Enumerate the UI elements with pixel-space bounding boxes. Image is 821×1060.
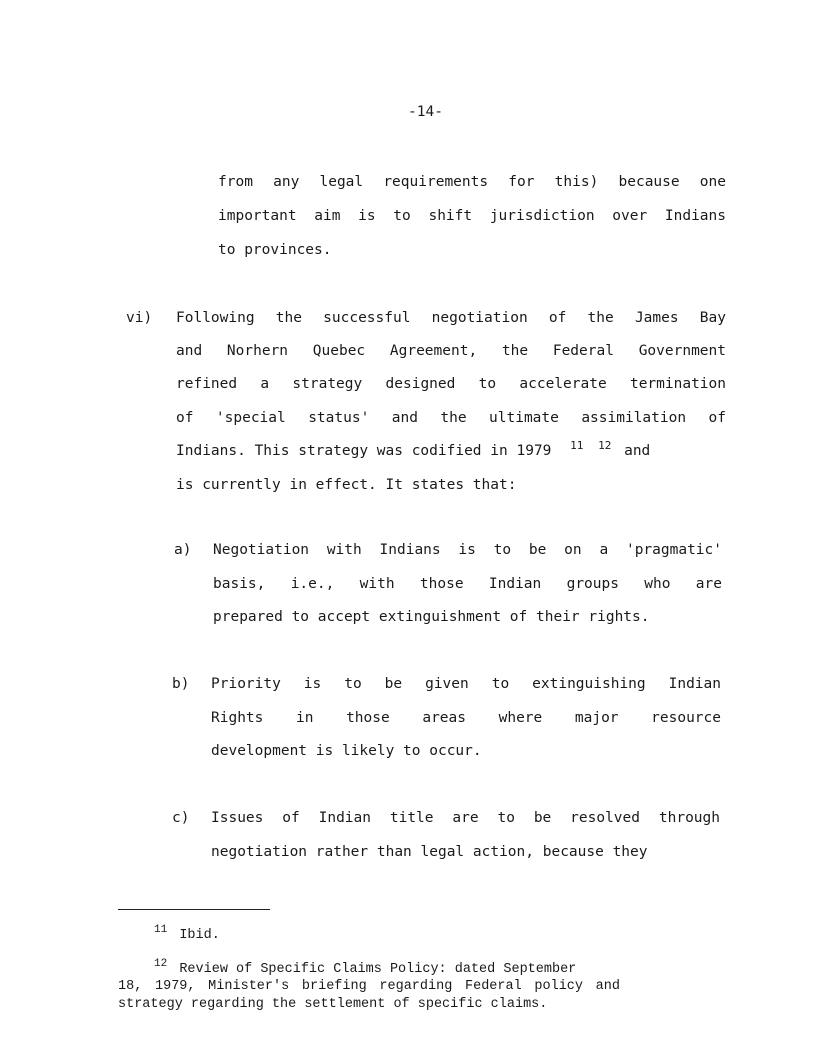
section-vi-line-5-text: Indians. This strategy was codified in 1979 — [176, 443, 552, 459]
item-b-line-3: development is likely to occur. — [211, 743, 482, 759]
footnote-12-number: 12 — [154, 958, 168, 970]
footnote-separator — [118, 909, 270, 910]
section-vi-line-3: refined a strategy designed to accelerate termination — [176, 376, 726, 392]
item-c-line-1: Issues of Indian title are to be resolved through — [211, 810, 720, 826]
item-a-line-1: Negotiation with Indians is to be on a 'pragmatic' — [213, 542, 722, 558]
footnote-ref-12: 12 — [598, 439, 612, 452]
section-vi-line-6: is currently in effect. It states that: — [176, 477, 517, 493]
page-number: -14- — [408, 104, 443, 120]
footnote-12-line-2: 18, 1979, Minister's briefing regarding Federal policy and — [118, 979, 620, 994]
footnote-11-number: 11 — [154, 924, 168, 936]
item-b-line-1: Priority is to be given to extinguishing Indian — [211, 676, 721, 692]
section-vi-marker: vi) — [126, 310, 153, 326]
continuation-line-3: to provinces. — [218, 242, 332, 258]
section-vi-line-2: and Norhern Quebec Agreement, the Federal Government — [176, 343, 726, 359]
footnote-11-text: Ibid. — [179, 928, 220, 943]
section-vi-line-5 — [176, 439, 651, 459]
item-b-marker: b) — [172, 676, 190, 692]
footnote-12-line-1 — [154, 958, 577, 977]
footnote-12-line-3: strategy regarding the settlement of specific claims. — [118, 997, 548, 1012]
item-c-line-2: negotiation rather than legal action, because they — [211, 844, 648, 860]
section-vi-line-1: Following the successful negotiation of the James Bay — [176, 310, 726, 326]
continuation-line-2: important aim is to shift jurisdiction over Indians — [218, 208, 726, 224]
item-a-line-3: prepared to accept extinguishment of their rights. — [213, 609, 650, 625]
item-c-marker: c) — [172, 810, 190, 826]
continuation-line-1: from any legal requirements for this) because one — [218, 174, 726, 190]
section-vi-line-5-end: and — [624, 443, 651, 459]
item-a-line-2: basis, i.e., with those Indian groups who are — [213, 576, 722, 592]
item-a-marker: a) — [174, 542, 192, 558]
footnote-ref-11: 11 — [570, 439, 584, 452]
footnote-11 — [154, 924, 220, 943]
section-vi-line-4: of 'special status' and the ultimate assimilation of — [176, 410, 726, 426]
item-b-line-2: Rights in those areas where major resource — [211, 710, 721, 726]
footnote-12-text-1: Review of Specific Claims Policy: dated September — [179, 962, 577, 977]
